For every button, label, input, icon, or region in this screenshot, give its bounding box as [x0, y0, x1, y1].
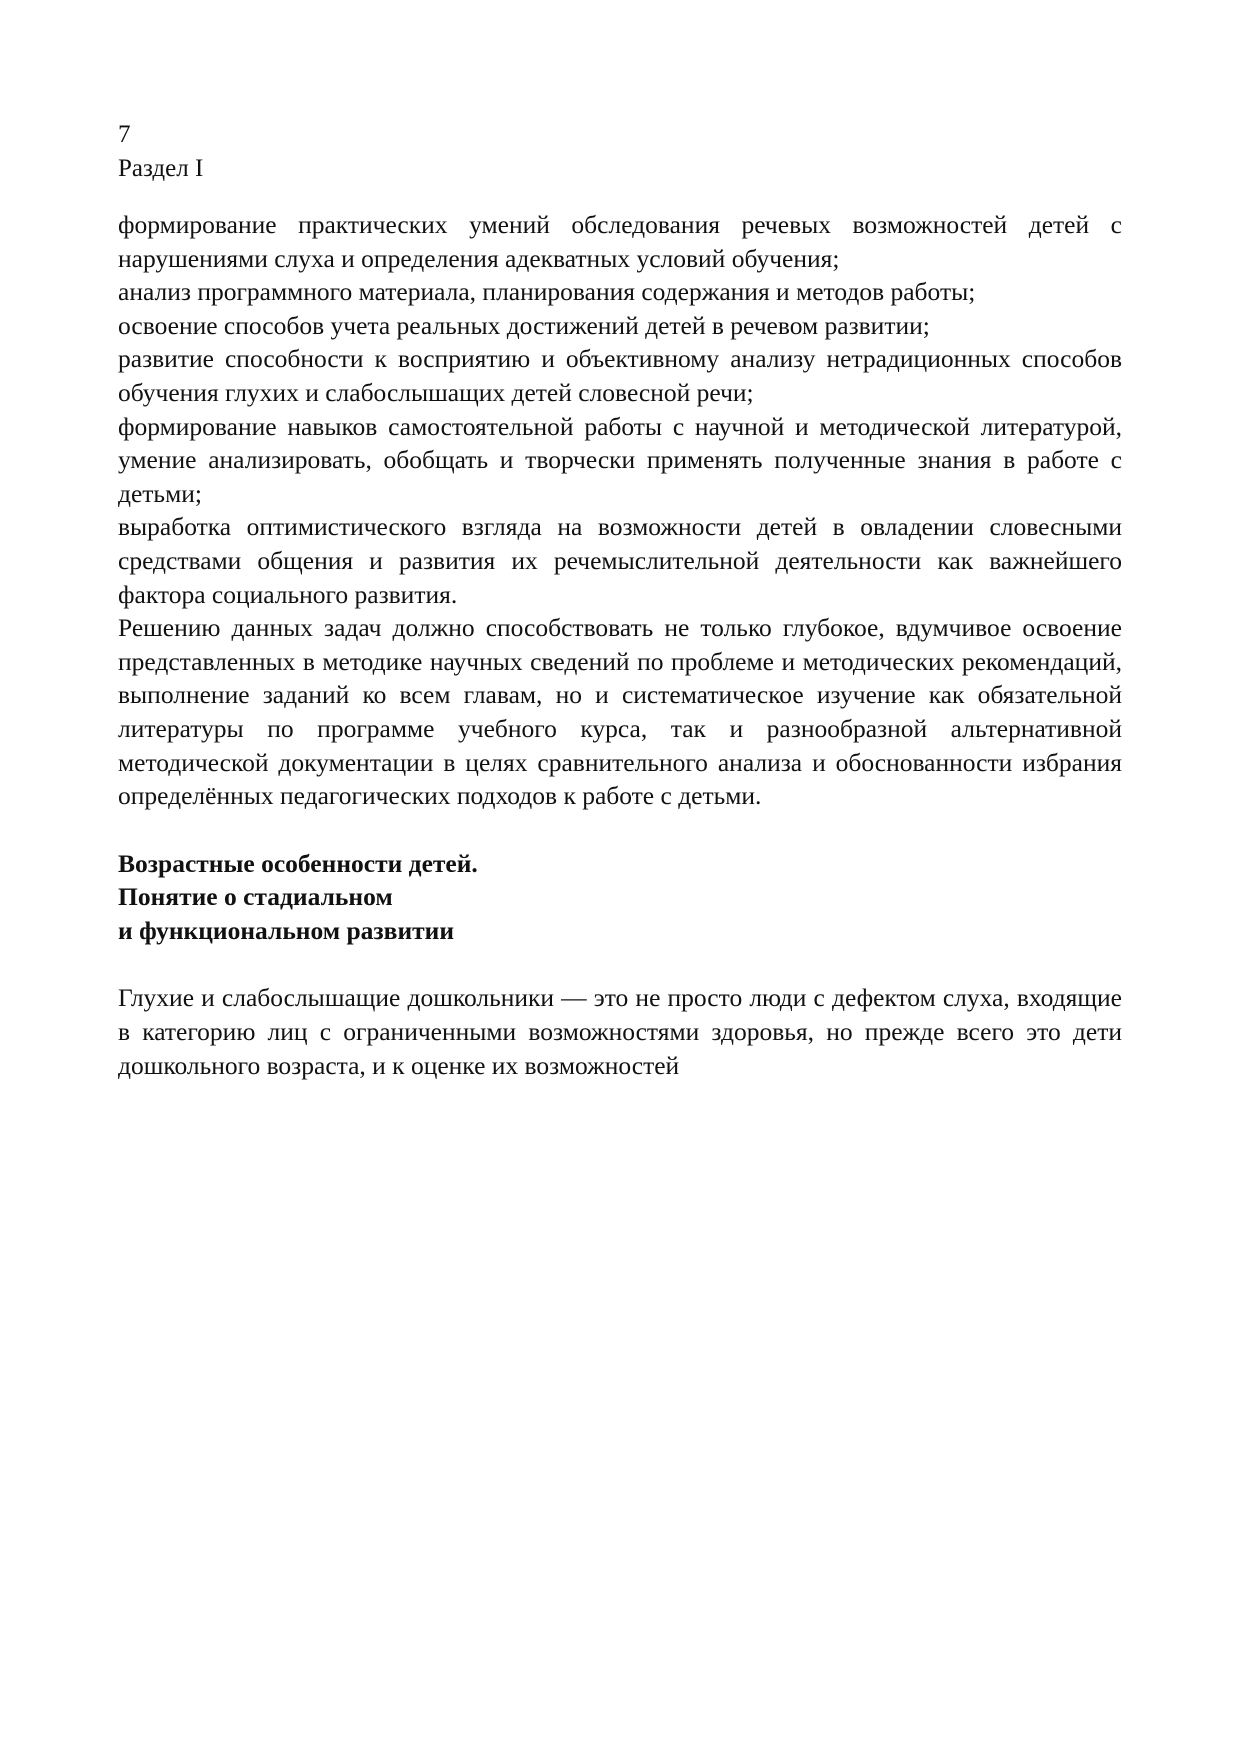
section-heading	[118, 847, 1122, 948]
paragraph-3: освоение способов учета реальных достижений детей в речевом развитии;	[118, 310, 930, 340]
document-page	[118, 118, 1122, 1082]
section-label: Раздел I	[118, 155, 204, 182]
body-text-top	[118, 208, 1122, 813]
paragraph-2: анализ программного материала, планирования содержания и методов работы;	[118, 277, 976, 307]
heading-line-1: Возрастные особенности детей.	[118, 848, 478, 878]
heading-line-3: и функциональном развитии	[118, 915, 455, 945]
paragraph-5: формирование навыков самостоятельной работы с научной и методической литературой, умение анализировать, обобщать и творчески применять полученные знания в работе с детьми;	[118, 411, 1122, 508]
paragraph-1: формирование практических умений обследования речевых возможностей детей с нарушениями слуха и определения адекватных условий обучения;	[118, 210, 1122, 273]
paragraph-8: Глухие и слабослышащие дошкольники — это не просто люди с дефектом слуха, входящие в категорию лиц с ограниченными возможностями здоровья, но прежде всего это дети дошкольного возраста, и к оценке их возможностей	[118, 983, 1122, 1080]
paragraph-6: выработка оптимистического взгляда на возможности детей в овладении словесными средствами общения и развития их речемыслительной деятельности как важнейшего фактора социального развития.	[118, 512, 1122, 609]
running-head	[118, 118, 1122, 186]
body-text-bottom	[118, 981, 1122, 1082]
heading-line-2: Понятие о стадиальном	[118, 882, 393, 912]
page-number: 7	[118, 121, 131, 148]
paragraph-4: развитие способности к восприятию и объективному анализу нетрадиционных способов обучения глухих и слабослышащих детей словесной речи;	[118, 344, 1122, 407]
paragraph-7: Решению данных задач должно способствовать не только глубокое, вдумчивое освоение представленных в методике научных сведений по проблеме и методических рекомендаций, выполнение заданий ко всем главам, но и систематическое изучение как обязательной литературы по программе учебного курса, так и разнообразной альтернативной методической документации в целях сравнительного анализа и обоснованности избрания определённых педагогических подходов к работе с детьми.	[118, 613, 1122, 811]
